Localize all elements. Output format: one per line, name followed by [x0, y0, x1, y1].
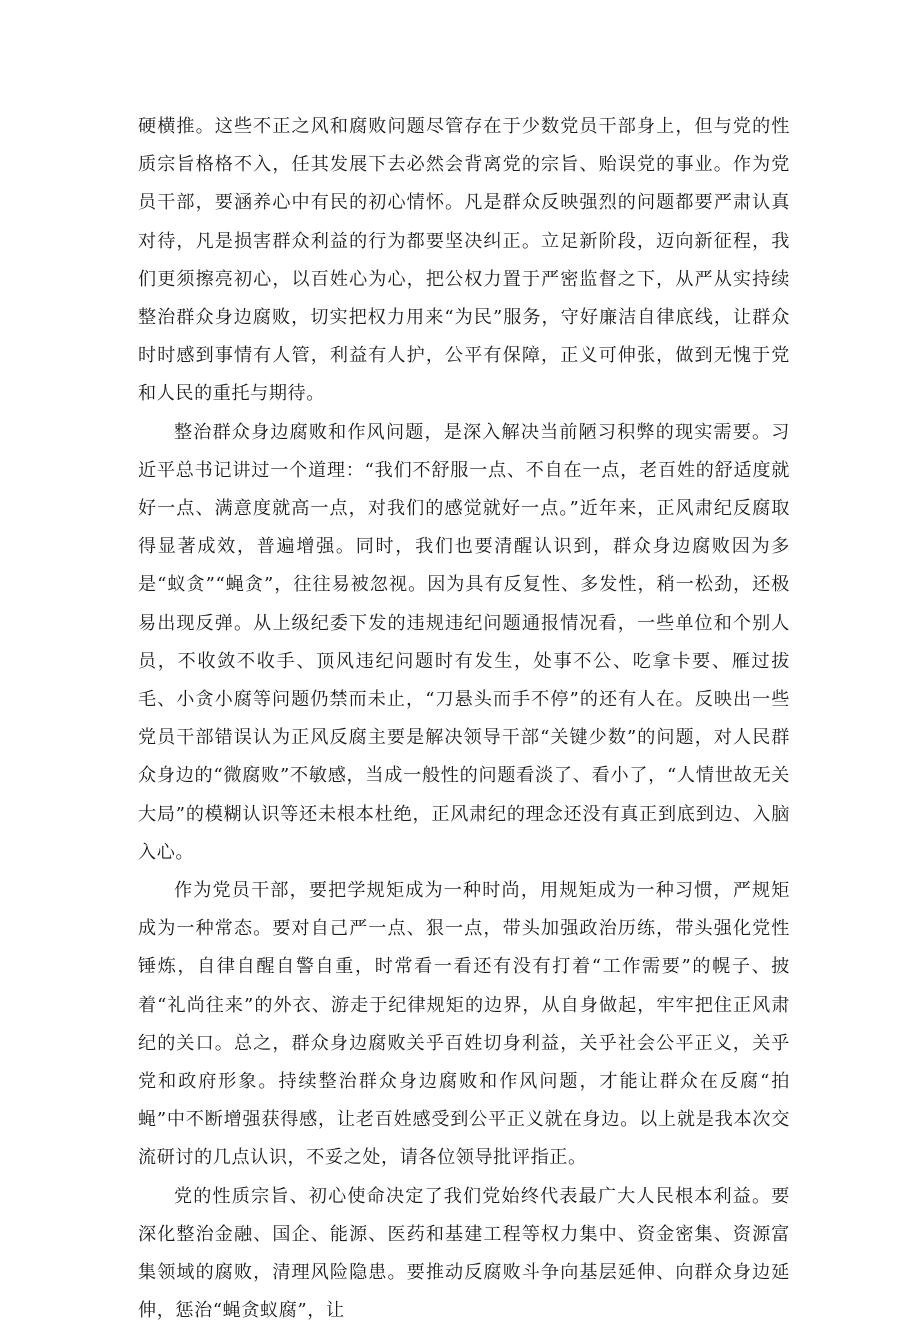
document-body	[138, 108, 790, 1331]
paragraph-3: 作为党员干部，要把学规矩成为一种时尚，用规矩成为一种习惯，严规矩成为一种常态。要对自己严一点、狠一点，带头加强政治历练，带头强化党性锤炼，自律自醒自警自重，时常看一看还有没有打着“工作需要”的幌子、披着“礼尚往来”的外衣、游走于纪律规矩的边界，从自身做起，牢牢把住正风肃纪的关口。总之，群众身边腐败关乎百姓切身利益，关乎社会公平正义，关乎党和政府形象。持续整治群众身边腐败和作风问题，才能让群众在反腐“拍蝇”中不断增强获得感，让老百姓感受到公平正义就在身边。以上就是我本次交流研讨的几点认识，不妥之处，请各位领导批评指正。	[138, 880, 790, 1169]
paragraph-2: 整治群众身边腐败和作风问题，是深入解决当前陋习积弊的现实需要。习近平总书记讲过一个道理：“我们不舒服一点、不自在一点，老百姓的舒适度就好一点、满意度就高一点，对我们的感觉就好一点。”近年来，正风肃纪反腐取得显著成效，普遍增强。同时，我们也要清醒认识到，群众身边腐败因为多是“蚁贪”“蝇贪”，往往易被忽视。因为具有反复性、多发性，稍一松劲，还极易出现反弹。从上级纪委下发的违规违纪问题通报情况看，一些单位和个别人员，不收敛不收手、顶风违纪问题时有发生，处事不公、吃拿卡要、雁过拔毛、小贪小腐等问题仍禁而未止，“刀悬头而手不停”的还有人在。反映出一些党员干部错误认为正风反腐主要是解决领导干部“关键少数”的问题，对人民群众身边的“微腐败”不敏感，当成一般性的问题看淡了、看小了，“人情世故无关大局”的模糊认识等还未根本杜绝，正风肃纪的理念还没有真正到底到边、入脑入心。	[138, 421, 790, 863]
paragraph-4: 党的性质宗旨、初心使命决定了我们党始终代表最广大人民根本利益。要深化整治金融、国企、能源、医药和基建工程等权力集中、资金密集、资源富集领域的腐败，清理风险隐患。要推动反腐败斗争向基层延伸、向群众身边延伸，惩治“蝇贪蚁腐”，让	[138, 1185, 790, 1322]
paragraph-1: 硬横推。这些不正之风和腐败问题尽管存在于少数党员干部身上，但与党的性质宗旨格格不入，任其发展下去必然会背离党的宗旨、贻误党的事业。作为党员干部，要涵养心中有民的初心情怀。凡是群众反映强烈的问题都要严肃认真对待，凡是损害群众利益的行为都要坚决纠正。立足新阶段，迈向新征程，我们更须擦亮初心，以百姓心为心，把公权力置于严密监督之下，从严从实持续整治群众身边腐败，切实把权力用来“为民”服务，守好廉洁自律底线，让群众时时感到事情有人管，利益有人护，公平有保障，正义可伸张，做到无愧于党和人民的重托与期待。	[138, 116, 790, 405]
